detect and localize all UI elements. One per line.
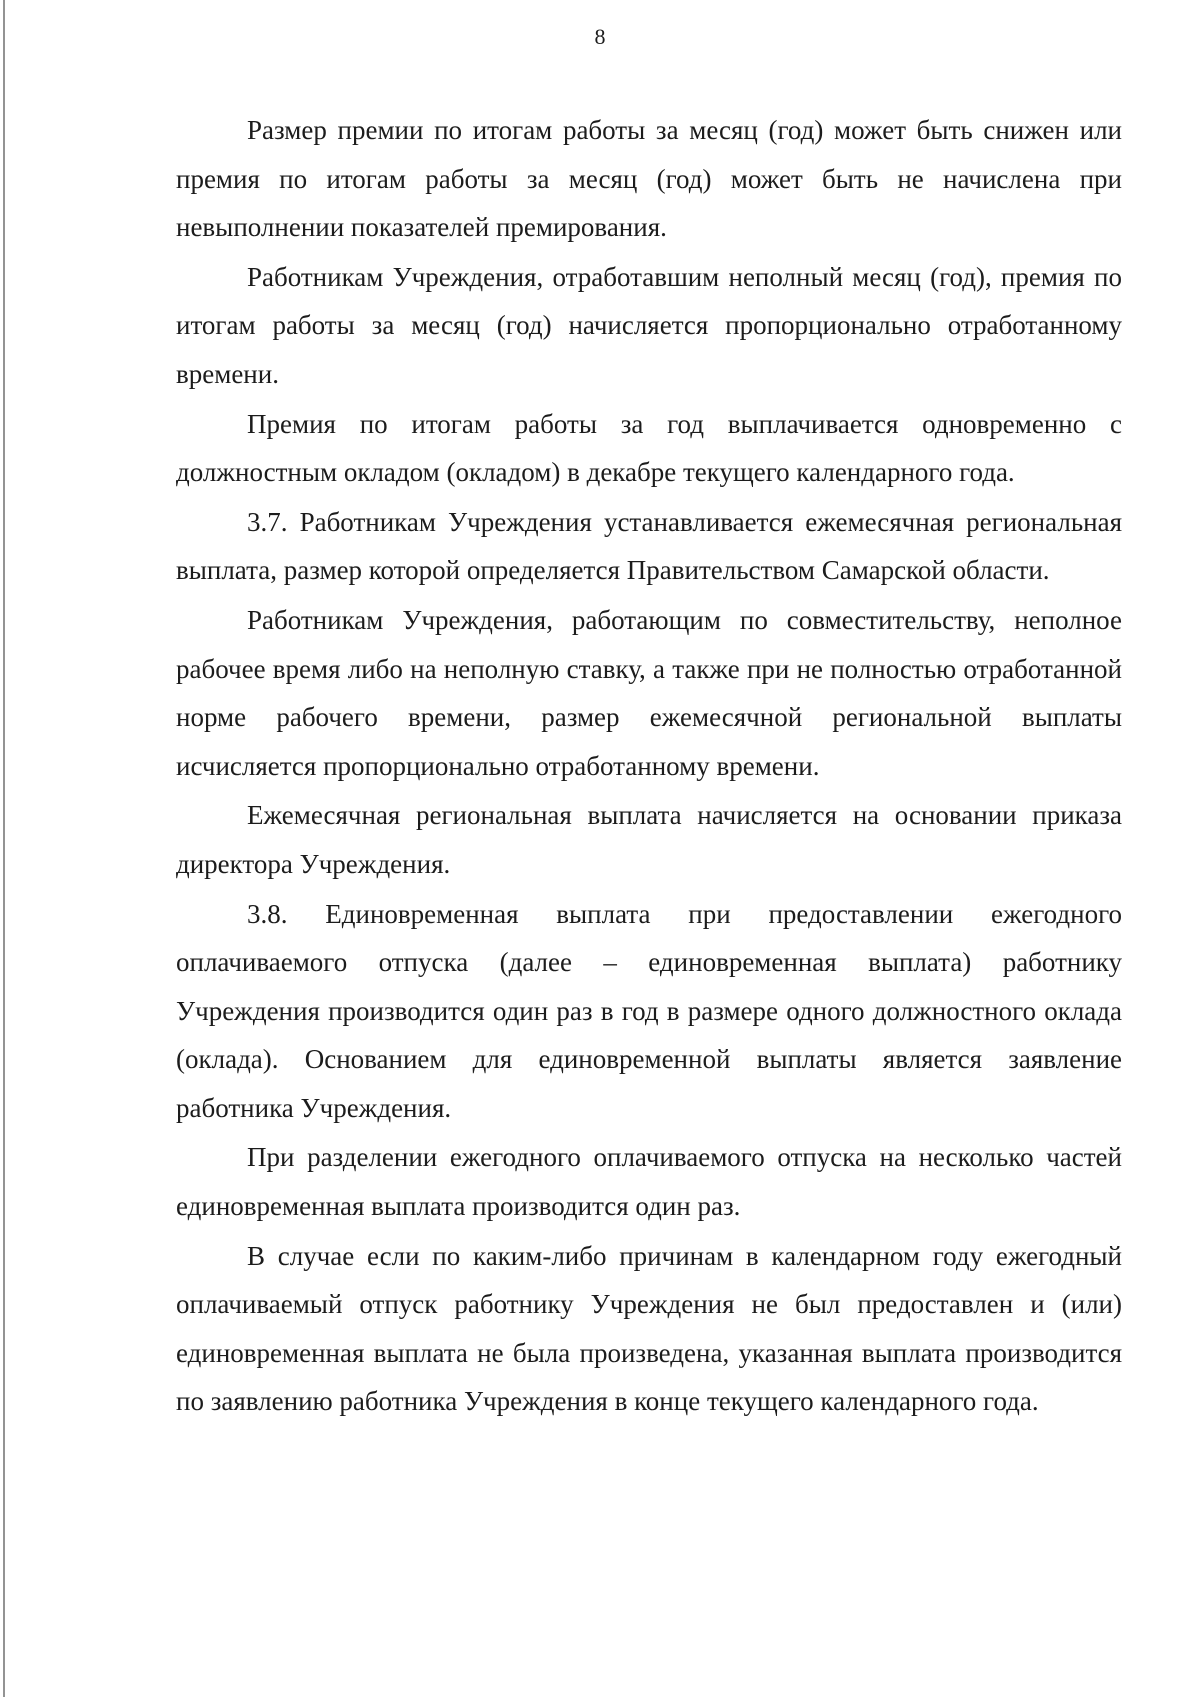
paragraph-annual-bonus: Премия по итогам работы за год выплачивается одновременно с должностным окладом (окладом) в декабре текущего календарного года. bbox=[176, 408, 1122, 488]
paragraph-split-vacation: При разделении ежегодного оплачиваемого отпуска на несколько частей единовременная выплата производится один раз. bbox=[176, 1142, 1122, 1222]
scan-edge-line bbox=[3, 0, 5, 1697]
paragraph-3-8-lump-sum-payment: 3.8. Единовременная выплата при предоставлении ежегодного оплачиваемого отпуска (далее – единовременная выплата) работнику Учреждения производится один раз в год в размере одного должностного оклада (оклада). Основанием для единовременной выплаты является заявление работника Учреждения. bbox=[176, 898, 1122, 1123]
paragraph-unused-vacation: В случае если по каким-либо причинам в календарном году ежегодный оплачиваемый отпуск работнику Учреждения не был предоставлен и (или) единовременная выплата не была произведена, указанная выплата производится по заявлению работника Учреждения в конце текущего календарного года. bbox=[176, 1240, 1122, 1417]
paragraph-regional-payment-order: Ежемесячная региональная выплата начисляется на основании приказа директора Учреждения. bbox=[176, 800, 1122, 879]
paragraph-partial-month-bonus: Работникам Учреждения, отработавшим неполный месяц (год), премия по итогам работы за месяц (год) начисляется пропорционально отработанному времени. bbox=[176, 261, 1122, 389]
paragraph-3-7-regional-payment: 3.7. Работникам Учреждения устанавливается ежемесячная региональная выплата, размер которой определяется Правительством Самарской области. bbox=[176, 506, 1122, 586]
paragraph-part-time-regional-payment: Работникам Учреждения, работающим по совместительству, неполное рабочее время либо на неполную ставку, а также при не полностью отработанной норме рабочего времени, размер ежемесячной региональной выплаты исчисляется пропорционально отработанному времени. bbox=[176, 604, 1122, 781]
paragraph-bonus-reduction: Размер премии по итогам работы за месяц (год) может быть снижен или премия по итогам работы за месяц (год) может быть не начислена при невыполнении показателей премирования. bbox=[176, 115, 1122, 243]
page-number: 8 bbox=[594, 24, 606, 49]
document-body bbox=[176, 106, 1122, 1427]
